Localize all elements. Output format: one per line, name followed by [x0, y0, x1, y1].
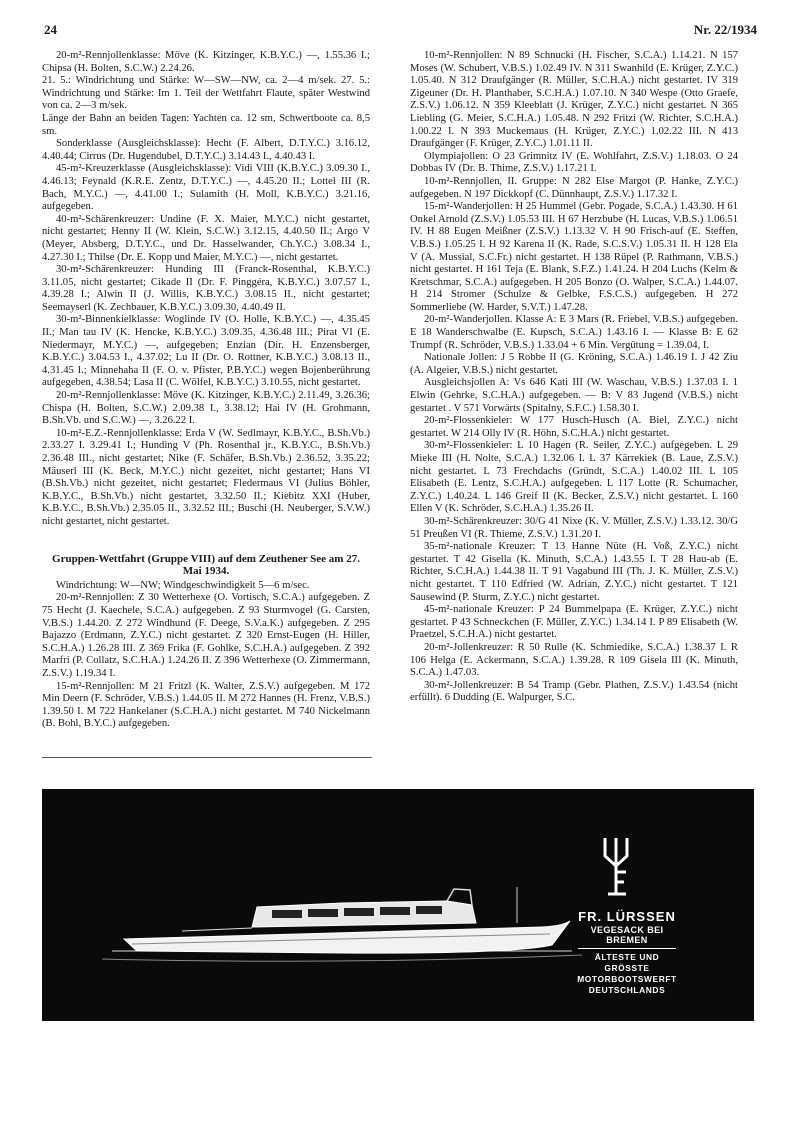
- company-location: VEGESACK BEI BREMEN: [590, 925, 664, 945]
- column-divider: [42, 757, 372, 758]
- results-paragraph: 45-m²-nationale Kreuzer: P 24 Bummelpapa (E. Krüger, Z.Y.C.) nicht gestartet. P 43 Schneckchen (F. Müller, Z.Y.C.) 1.34.14 I. P 89 Elisabeth (W. Praetzel, S.C.H.A.) nicht gestartet.: [410, 604, 738, 641]
- results-paragraph: 21. 5.: Windrichtung und Stärke: W—SW—NW, ca. 2—4 m/sek. 27. 5.: Windrichtung und Stärke: Im 1. Teil der Wettfahrt Flaute, später Westwind von ca. 2—3 m/sek.: [42, 75, 370, 112]
- results-paragraph: 30-m²-Flossenkieler: L 10 Hagen (R. Seiler, Z.Y.C.) aufgegeben. L 29 Mieke III (H. Nolte, S.C.A.) 1.32.06 I. L 37 Kärrekiek (B. Laue, Z.S.V.) nicht gestartet. L 73 Frechdachs (Gründt, S.C.A.) 1.40.02 III. L 105 Elisabeth (E. Lentz, S.C.H.A.) aufgegeben. L 117 Lotte (R. Schumacher, Z.Y.C.) 1.40.24. L 146 Greif II (K. Becker, Z.S.V.) nicht gestartet. L 160 Ellen V (K. Schröder, S.C.H.A.) 1.35.26 II.: [410, 440, 738, 515]
- results-paragraph: 20-m²-Wanderjollen. Klasse A: E 3 Mars (R. Friebel, V.B.S.) aufgegeben. E 18 Wanderschwalbe (E. Kupsch, S.C.A.) 1.43.16 I. — Klasse B: E 62 Trumpf (R. Schröder, V.B.S.) 1.33.04 + 6 Min. Vergütung = 1.39.04, I.: [410, 314, 738, 351]
- left-column: [42, 50, 370, 731]
- results-paragraph: Ausgleichsjollen A: Vs 646 Kati III (W. Waschau, V.B.S.) 1.37.03 I. 1 Elwin (Gehrke, S.C.H.A.) aufgegeben. — B: V 83 Jugend (V.B.S.) nicht gestartet . V 571 Vorwärts (Spitalny, S.F.C.) 1.58.30 I.: [410, 377, 738, 414]
- right-column: [410, 50, 738, 705]
- company-block: [572, 909, 682, 996]
- results-paragraph: 40-m²-Schärenkreuzer: Undine (F. X. Maier, M.Y.C.) nicht gestartet, nicht gestartet; Henny II (W. Klein, S.C.W.) 3.12.15, 4.40.50 II.; Argo V (Meyer, Absberg, D.T.Y.C., und Dr. Hasselwander, Ch.Y.C.) 3.08.34 I., 4.27.30 I.; Thilse (Dr. E. Kopp und Maier, M.Y.C.) —, nicht gestartet.: [42, 213, 370, 263]
- results-paragraph: 20-m²-Jollenkreuzer: R 50 Rulle (K. Schmiedike, S.C.A.) 1.38.37 I. R 106 Helga (E. Ackermann, S.C.A.) 1.39.28. R 109 Gisela III (K. Minuth, S.C.A.) 1.47.03.: [410, 641, 738, 679]
- page-number: 24: [44, 22, 57, 37]
- results-paragraph: Windrichtung: W—NW; Windgeschwindigkeit 5—6 m/sec.: [56, 579, 310, 591]
- company-rule: [578, 948, 676, 949]
- results-paragraph: 20-m²-Rennjollenklasse: Möve (K. Kitzinger, K.B.Y.C.) 2.11.49, 3.26.36; Chispa (H. Bolten, S.C.W.) 2.09.38 I., 3.38.12; Hai IV (H. Grohmann, B.Sh.Vb. und S.C.W.) —, 3.26.22 I.: [42, 390, 370, 427]
- issue-number: Nr. 22/1934: [693, 22, 757, 37]
- results-paragraph: Sonderklasse (Ausgleichsklasse): Hecht (F. Albert, D.T.Y.C.) 3.16.12, 4.40.44; Cirrus (Dr. Hugendubel, D.T.Y.C.) 3.14.43 I., 4.40.43 I.: [42, 138, 370, 162]
- results-paragraph: 30-m²-Binnenkielklasse: Woglinde IV (O. Holle, K.B.Y.C.) —, 4.35.45 II.; Man tau IV (K. Hencke, K.B.Y.C.) 3.09.35, 4.36.48 III.; Pirat VI (E. Niedermayr, M.Y.C.) —, aufgegeben; Enzian (Dir. H. Enzensberger, K.B.Y.C.) 3.04.53 I., 4.37.02; Lu II (Dr. O. Rottner, K.B.Y.C.) 3.08.13 II., 4.31.45 I.; Minnehaha II (F. O. v. Pfister, P.B.Y.C.) wegen Bojenberührung aufgegeben, 4.38.54; Lasa II (C. Wölfel, K.B.Y.C.) 3.10.55, nicht gestartet.: [42, 314, 370, 389]
- results-paragraph: 10-m²-Rennjollen, II. Gruppe: N 282 Else Margot (P. Hanke, Z.Y.C.) aufgegeben. N 197 Dickkopf (C. Dünnhaupt, Z.S.V.) 1.17.32 I.: [410, 175, 738, 200]
- results-paragraph: 20-m²-Flossenkieler: W 177 Husch-Husch (A. Biel, Z.Y.C.) nicht gestartet. W 214 Olly IV (R. Höhn, S.C.H.A.) nicht gestartet.: [410, 415, 738, 439]
- results-paragraph: 30-m²-Schärenkreuzer: Hunding III (Franck-Rosenthal, K.B.Y.C.) 3.11.05, nicht gestartet; Cikade II (Dr. F. Pinggéra, K.B.Y.C.) 3.07.57 I., 4.39.28 I.; Alwin II (J. Willis, K.B.Y.C.) 3.08.15 II., nicht gestartet; Seemayserl (K. Zechbauer, K.B.Y.C.) 3.09.30, 4.40.49 II.: [42, 264, 370, 313]
- company-tagline-2: MOTORBOOTSWERFT: [577, 974, 677, 984]
- results-paragraph: Nationale Jollen: J 5 Robbe II (G. Kröning, S.C.A.) 1.46.19 I. J 42 Ziu (A. Algeier, V.B.S.) nicht gestartet.: [410, 352, 738, 376]
- results-paragraph: Olympiajollen: O 23 Grimnitz IV (E. Wohlfahrt, Z.S.V.) 1.18.03. O 24 Dobbas IV (Dr. B. Thime, Z.S.V.) 1.17.21 I.: [410, 150, 738, 175]
- results-paragraph: 30-m²-Jollenkreuzer: B 54 Tramp (Gebr. Plathen, Z.S.V.) 1.43.54 (nicht erfüllt). 6 Dudding (E. Walpurger, S.C.: [410, 679, 738, 704]
- advertisement-panel: [42, 789, 754, 1021]
- results-paragraph: 30-m²-Schärenkreuzer: 30/G 41 Nixe (K. V. Müller, Z.S.V.) 1.33.12. 30/G 51 Preußen VI (R. Thieme, Z.S.V.) 1.31.20 I.: [410, 515, 738, 540]
- results-paragraph: Länge der Bahn an beiden Tagen: Yachten ca. 12 sm, Schwertboote ca. 8,5 sm.: [42, 112, 370, 137]
- company-name: FR. LÜRSSEN: [578, 909, 676, 924]
- results-paragraph: 15-m²-Wanderjollen: H 25 Hummel (Gebr. Pogade, S.C.A.) 1.43.30. H 61 Onkel Arnold (Z.S.V.) 1.05.53 III. H 67 Herzbube (H. Lucas, V.B.S.) 1.06.51 IV. H 88 Eugen Meißner (Z.S.V.) 1.13.32 V. H 90 Frisch-auf (E. Steffen, V.B.S.) 1.05.25 I. H 92 Karena II (K. Rade, S.C.S.V.) 1.05.31 II. H 128 Ela V (A. Mussial, S.C.Fr.) nicht gestartet. H 138 Rüpel (P. Rathmann, V.B.S.) nicht gestartet. H 161 Teja (E. Blank, S.F.Z.) 1.41.24. H 204 Luchs (Kelm & Kretschmar, S.C.A.) aufgegeben. H 205 Bonzo (O. Walper, S.C.A.) 1.44.07. H 214 Stromer (Schulze & Gelbke, F.S.C.S.) aufgegeben. H 272 Sommerliebe (W. Harder, S.V.T.) 1.47.28.: [410, 201, 738, 313]
- results-paragraph: 15-m²-Rennjollen: M 21 Fritzl (K. Walter, Z.S.V.) aufgegeben. M 172 Min Deern (F. Schröder, V.B.S.) 1.44.05 II. M 272 Hannes (H. Frenz, V.B.S.) 1.39.50 I. M 722 Hankelaner (S.C.H.A.) nicht gestartet. M 740 Nickelmann (B. Bohl, B.Y.C.) aufgegeben.: [42, 680, 370, 730]
- section-heading: Gruppen-Wettfahrt (Gruppe VIII) auf dem Zeuthener See am 27. Mai 1934.: [52, 552, 360, 578]
- company-tagline-3: DEUTSCHLANDS: [588, 985, 666, 995]
- company-tagline-1: ÄLTESTE UND GRÖSSTE: [594, 952, 660, 973]
- results-paragraph: 20-m²-Rennjollen: Z 30 Wetterhexe (O. Vortisch, S.C.A.) aufgegeben. Z 75 Hecht (J. Kaechele, S.C.A.) aufgegeben. Z 93 Sturmvogel (G. Carsten, V.B.S.) 1.44.20. Z 272 Windhund (F. Deege, S.V.a.K.) aufgegeben. Z 295 Bajazzo (Erdmann, Z.Y.C.) nicht gestartet. Z 320 Ernst-Eugen (H. Hiller, S.C.H.A.) 1.26.28 III. Z 369 Frika (F. Gohlke, S.C.H.A.) aufgegeben. Z 392 Marfri (P. Collatz, S.C.H.A.) 1.24.26 II. Z 396 Wetterhexe (O. Zimmermann, Z.S.V.) 1.19.34 I.: [42, 592, 370, 679]
- results-paragraph: 45-m²-Kreuzerklasse (Ausgleichsklasse): Vidi VIII (K.B.Y.C.) 3.09.30 I., 4.46.13; Feynald (K.R.E. Zentz, D.T.Y.C.) —, 4.45.20 II.; Lottel III (R. Bach, M.Y.C.) —, 4.41.00 I.; Sulamith (H. Moll, K.B.Y.C.) 3.21.16, aufgegeben.: [42, 163, 370, 213]
- results-paragraph: 10-m²-E.Z.-Rennjollenklasse: Erda V (W. Sedlmayr, K.B.Y.C., B.Sh.Vb.) 2.33.27 I. 3.29.41 I.; Hunding V (Ph. Rosenthal jr., K.B.Y.C., B.Sh.Vb.) 2.36.48 III., nicht gestartet; Nike (F. Schäfer, B.Sh.Vb.) 2.36.52, 3.35.22; Mäuserl III (K. Beck, M.Y.C.) nicht gezeitet, nicht gestartet; Hans VI (B.Sh.Vb.) nicht gezeitet, nicht gestartet; Fledermaus VI (Julius Böhler, K.B.Y.C., B.Sh.Vb.) nicht gestartet, 3.32.50 II.; Kiebitz XXI (Huber, K.B.Y.C., B.Sh.Vb.) 2.35.05 II., 3.32.52 III.; Buschi (H. Neuberger, S.V.W.) nicht gestartet, nicht gestartet.: [42, 427, 370, 527]
- results-paragraph: 10-m²-Rennjollen: N 89 Schnucki (H. Fischer, S.C.A.) 1.14.21. N 157 Moses (W. Schubert, V.B.S.) 1.02.49 IV. N 311 Swanhild (E. Krüger, Z.Y.C.) 1.05.40. N 312 Draufgänger (R. Müller, S.C.H.A.) nicht gestartet. IV 319 Zigeuner (Dr. H. Planthaber, S.C.H.A.) 1.07.10. N 340 Wespe (Otto Graefe, Z.S.V.) 1.06.12. N 359 Kleeblatt (J. Krüger, Z.Y.C.) nicht gestartet. N 365 Liebling (G. Meier, S.C.H.A.) 1.05.48. N 292 Fritzi (W. Richter, S.C.H.A.) 1.00.22 I. N 393 Muckemaus (H. Krüger, Z.Y.C.) 1.02.22 III. N 413 Draufgänger (F. Krüger, Z.Y.C.) 1.01.11 II.: [410, 50, 738, 150]
- luerssen-logo-icon: [602, 836, 630, 896]
- results-paragraph: 35-m²-nationale Kreuzer: T 13 Hanne Nüte (H. Voß, Z.Y.C.) nicht gestartet. T 42 Gisella (K. Minuth, S.C.A.) 1.43.55 I. T 28 Hau-ab (E. Richter, S.C.H.A.) 1.44.38 II. T 91 Vagabund III (Th. J. K. Müller, Z.S.V.) nicht gestartet. T 110 Edfried (W. Adrian, Z.Y.C.) nicht gestartet. T 121 Sausewind (P. Sturm, Z.Y.C.) nicht gestartet.: [410, 541, 738, 603]
- results-paragraph: 20-m²-Rennjollenklasse: Möve (K. Kitzinger, K.B.Y.C.) —, 1.55.36 I.; Chipsa (H. Bolten, S.C.W.) 2.24.26.: [42, 50, 370, 74]
